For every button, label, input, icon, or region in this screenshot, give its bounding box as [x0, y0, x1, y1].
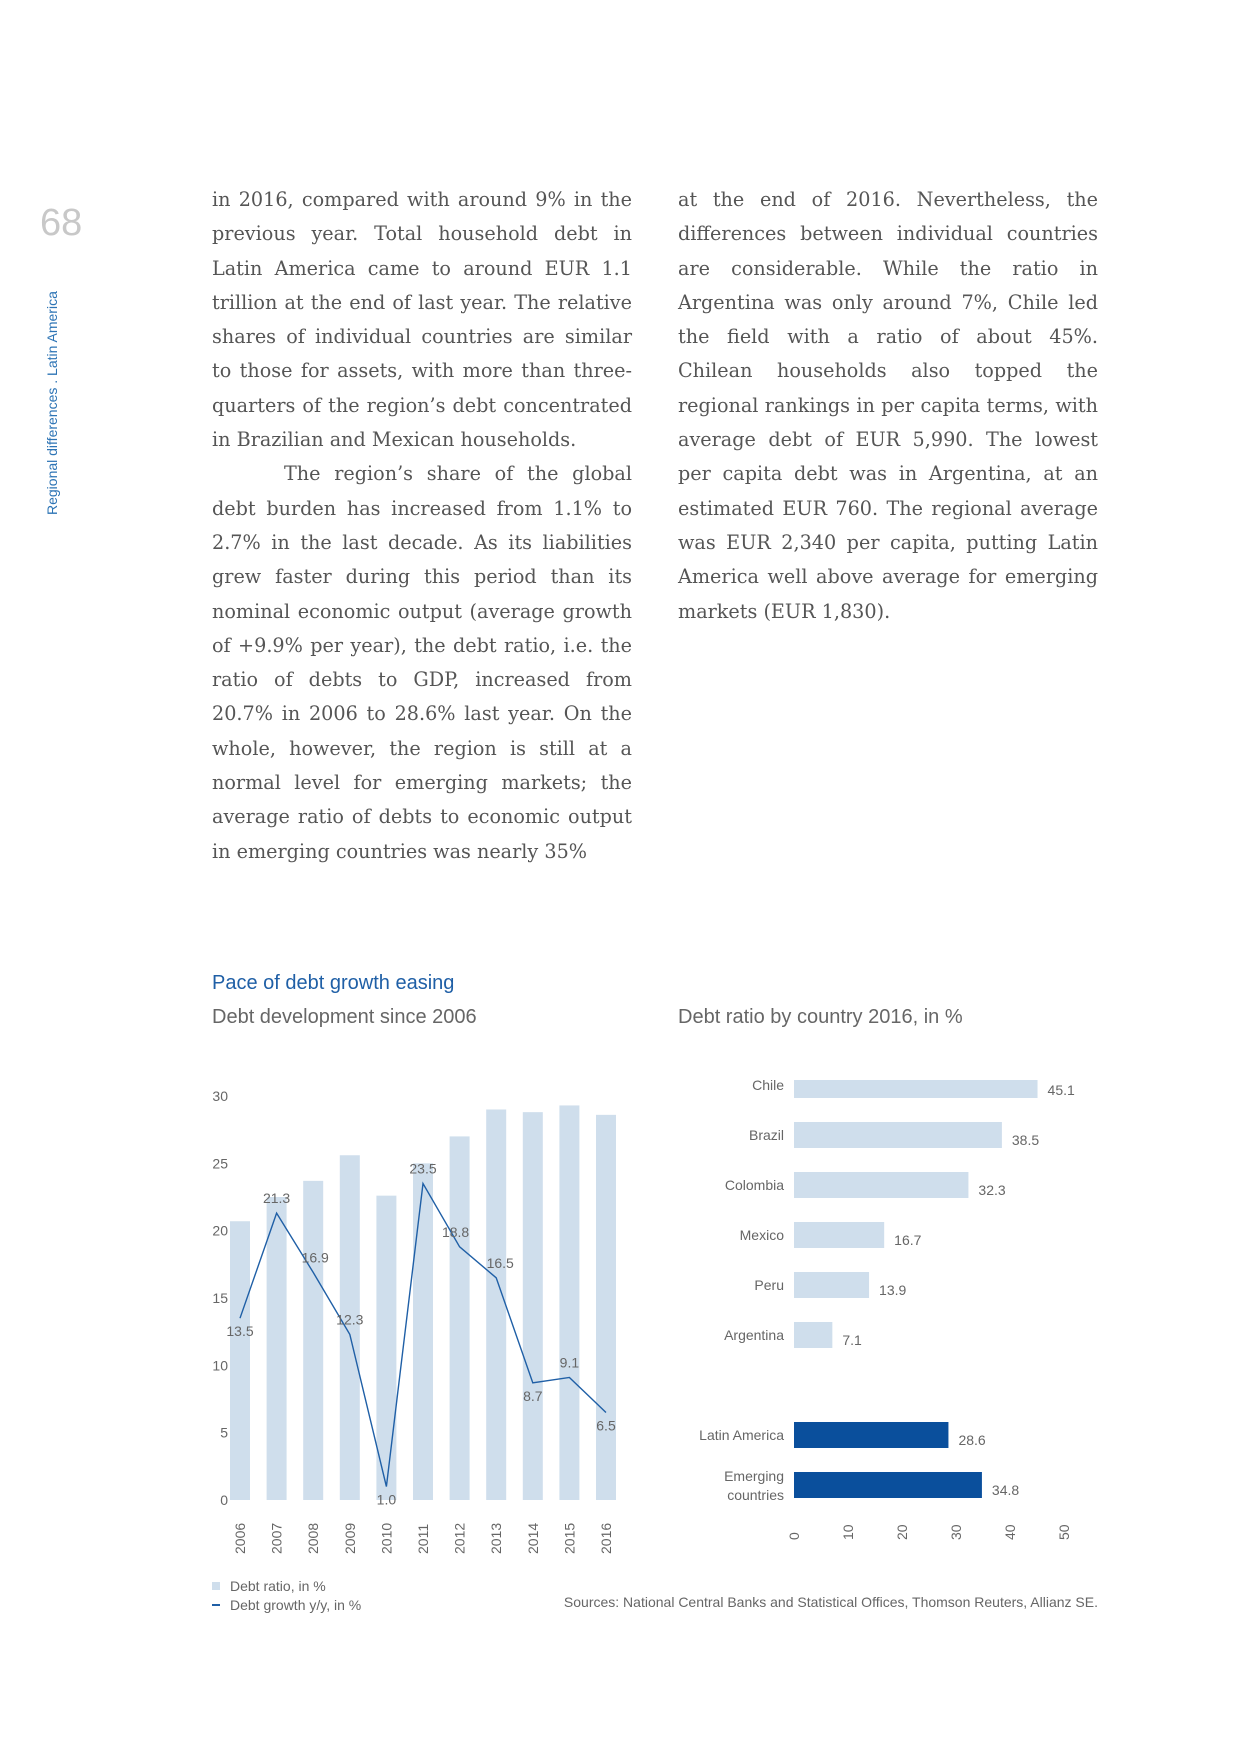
x-tick-label: 10 — [840, 1524, 856, 1540]
legend-swatch — [212, 1582, 220, 1590]
text-column-left — [212, 183, 632, 869]
x-tick-label: 2015 — [561, 1522, 578, 1554]
bar-debt-ratio — [450, 1136, 470, 1500]
paragraph: The region’s share of the global debt burden has increased from 1.1% to 2.7% in the last decade. As its liabilities grew faster during this period than its nominal economic output (average growth of +9.9% per year), the debt ratio, i.e. the ratio of debts to GDP, increased from 20.7% in 2006 to 28.6% last year. On the whole, however, the region is still at a normal level for emerging markets; the average ratio of debts to economic output in emerging countries was nearly 35% — [212, 462, 632, 863]
category-label: Emerging — [724, 1468, 784, 1484]
bar-country — [794, 1322, 832, 1348]
legend-item-bar — [212, 1576, 361, 1595]
bar-debt-ratio — [486, 1109, 506, 1500]
y-tick-label: 20 — [212, 1222, 228, 1239]
figure-title: Pace of debt growth easing — [212, 972, 455, 994]
data-label: 16.5 — [486, 1254, 514, 1271]
data-label: 21.3 — [262, 1190, 291, 1207]
x-tick-label: 50 — [1056, 1524, 1072, 1540]
category-label: Peru — [754, 1277, 784, 1293]
category-label: Latin America — [699, 1427, 784, 1443]
chart-subtitle-left: Debt development since 2006 — [212, 1006, 477, 1028]
debt-development-chart — [200, 1080, 650, 1580]
data-label: 34.8 — [991, 1482, 1020, 1498]
y-tick-label: 5 — [220, 1424, 228, 1441]
data-label: 6.5 — [596, 1417, 616, 1434]
data-label: 8.7 — [523, 1387, 543, 1404]
y-tick-label: 10 — [212, 1357, 228, 1374]
legend-line-swatch — [212, 1604, 220, 1606]
paragraph: in 2016, compared with around 9% in the previous year. Total household debt in Latin America came to around EUR 1.1 trillion at the end of last year. The relative shares of individual countries are similar to those for assets, with more than three-quarters of the region’s debt concentrated in Brazilian and Mexican households. — [212, 188, 632, 452]
data-label: 18.8 — [441, 1223, 470, 1240]
legend-item-line — [212, 1595, 361, 1614]
chart-subtitle-right: Debt ratio by country 2016, in % — [678, 1006, 963, 1028]
bar-debt-ratio — [303, 1181, 323, 1500]
data-label: 13.9 — [879, 1282, 907, 1298]
paragraph: at the end of 2016. Nevertheless, the differences between individual countries are considerable. While the ratio in Argentina was only around 7%, Chile led the field with a ratio of about 45%. Chilean households also topped the regional rankings in per capita terms, with average debt of EUR 5,990. The lowest per capita debt was in Argentina, at an estimated EUR 760. The regional average was EUR 2,340 per capita, putting Latin America well above average for emerging markets (EUR 1,830). — [678, 188, 1098, 623]
data-label: 7.1 — [842, 1332, 862, 1348]
bar-debt-ratio — [230, 1221, 250, 1500]
x-tick-label: 30 — [948, 1524, 964, 1540]
data-label: 32.3 — [978, 1182, 1006, 1198]
x-tick-label: 2009 — [341, 1522, 358, 1554]
bar-country — [794, 1122, 1002, 1148]
category-label: Argentina — [724, 1327, 784, 1343]
legend-label: Debt growth y/y, in % — [230, 1596, 362, 1613]
data-label: 16.9 — [301, 1249, 329, 1266]
page-number: 68 — [40, 202, 83, 244]
bar-debt-ratio — [340, 1155, 360, 1500]
bar-country — [794, 1172, 968, 1198]
data-label: 28.6 — [958, 1432, 986, 1448]
x-tick-label: 20 — [894, 1524, 910, 1540]
y-tick-label: 0 — [220, 1492, 228, 1508]
data-label: 45.1 — [1047, 1082, 1075, 1098]
bar-country — [794, 1472, 982, 1498]
bar-debt-ratio — [596, 1115, 616, 1500]
bar-country — [794, 1222, 884, 1248]
category-label: Mexico — [739, 1227, 784, 1243]
x-tick-label: 2010 — [378, 1522, 395, 1554]
text-column-right — [678, 183, 1098, 629]
category-label: Brazil — [748, 1127, 784, 1143]
legend-label: Debt ratio, in % — [230, 1577, 326, 1594]
data-label: 12.3 — [336, 1311, 364, 1328]
data-label: 13.5 — [226, 1323, 254, 1340]
bar-country — [794, 1080, 1038, 1098]
data-label: 38.5 — [1011, 1132, 1040, 1148]
x-tick-label: 2011 — [415, 1523, 431, 1554]
category-label: countries — [727, 1487, 784, 1503]
x-tick-label: 2016 — [598, 1522, 614, 1554]
debt-ratio-by-country-chart — [670, 1080, 1130, 1580]
x-tick-label: 2013 — [488, 1522, 505, 1554]
data-label: 1.0 — [376, 1491, 397, 1508]
category-label: Colombia — [724, 1177, 784, 1193]
y-tick-label: 15 — [212, 1290, 228, 1306]
bar-debt-ratio — [523, 1112, 543, 1500]
data-label: 23.5 — [409, 1160, 437, 1177]
x-tick-label: 40 — [1002, 1524, 1018, 1540]
x-tick-label: 2008 — [305, 1522, 322, 1554]
x-tick-label: 2007 — [268, 1522, 285, 1554]
x-tick-label: 0 — [786, 1532, 802, 1540]
data-label: 16.7 — [894, 1232, 922, 1248]
bar-debt-ratio — [413, 1163, 433, 1500]
bar-debt-ratio — [559, 1105, 579, 1500]
y-tick-label: 25 — [212, 1155, 228, 1172]
sources-note: Sources: National Central Banks and Statistical Offices, Thomson Reuters, Allianz SE. — [563, 1594, 1098, 1610]
legend — [212, 1576, 361, 1614]
x-tick-label: 2012 — [451, 1522, 468, 1554]
x-tick-label: 2014 — [524, 1522, 541, 1554]
bar-debt-ratio — [376, 1196, 396, 1500]
bar-country — [794, 1272, 869, 1298]
category-label: Chile — [752, 1080, 784, 1093]
y-tick-label: 30 — [212, 1088, 228, 1104]
x-tick-label: 2006 — [232, 1522, 248, 1554]
bar-country — [794, 1422, 948, 1448]
section-label: Regional differences . Latin America — [44, 291, 60, 515]
bar-debt-ratio — [267, 1197, 287, 1500]
data-label: 9.1 — [559, 1354, 580, 1371]
